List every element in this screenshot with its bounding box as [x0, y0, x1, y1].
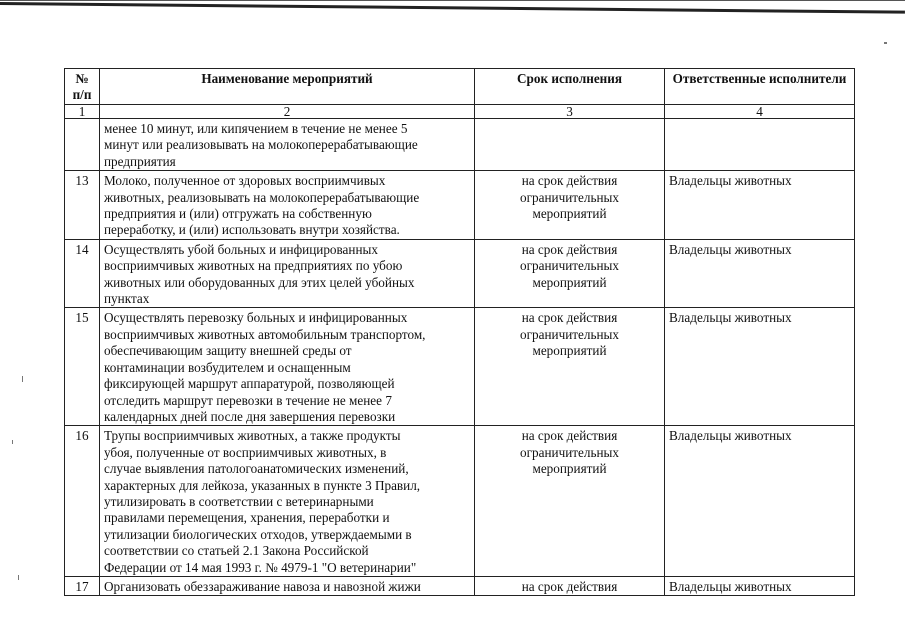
header-name: Наименование мероприятий	[100, 69, 475, 105]
text-line: восприимчивых животных автомобильным транспортом,	[104, 326, 426, 342]
measure-text	[100, 171, 475, 240]
text-line: переработку, и (или) использовать внутри хозяйства.	[104, 222, 400, 238]
scan-speck	[18, 575, 19, 580]
text-line: соответствии со статьей 2.1 Закона Российской	[104, 543, 369, 559]
measure-text	[100, 426, 475, 577]
table-row	[65, 576, 855, 595]
table-row	[65, 239, 855, 308]
text-line: случае выявления патологоанатомических изменений,	[104, 461, 409, 477]
text-line: календарных дней после дня завершения перевозки	[104, 408, 396, 424]
row-number: 14	[65, 239, 100, 308]
text-line: менее 10 минут, или кипячением в течение не менее 5	[104, 121, 408, 136]
responsible-cell: Владельцы животных	[665, 308, 855, 426]
table-row	[65, 171, 855, 240]
table-row	[65, 426, 855, 577]
text-line: отследить маршрут перевозки в течение не менее 7	[104, 392, 392, 408]
text-line: Организовать обеззараживание навоза и навозной жижи	[104, 578, 421, 594]
responsible-cell: Владельцы животных	[665, 239, 855, 308]
scan-speck	[884, 42, 887, 44]
term-line: на срок действия	[521, 428, 618, 444]
text-line: правилами перемещения, хранения, переработки и	[104, 510, 390, 526]
term-line: мероприятий	[532, 343, 607, 359]
text-line: восприимчивых животных на предприятиях по убою	[104, 258, 403, 274]
measure-text	[100, 576, 475, 595]
text-line: Федерации от 14 мая 1993 г. № 4979-1 "О ветеринарии"	[104, 559, 417, 575]
text-line: утилизировать в соответствии с ветеринарными	[104, 493, 374, 509]
responsible-cell: Владельцы животных	[665, 576, 855, 595]
scan-speck	[12, 440, 13, 444]
text-line: Осуществлять убой больных и инфицированных	[104, 241, 378, 257]
text-line: утилизации биологических отходов, утверждаемыми в	[104, 526, 412, 542]
column-number: 2	[100, 105, 475, 119]
term-line: ограничительных	[520, 258, 619, 274]
term-line: мероприятий	[532, 461, 607, 477]
text-line: минут или реализовывать на молокоперерабатывающие	[104, 137, 418, 153]
scan-edge-line	[0, 0, 905, 1]
row-number: 17	[65, 576, 100, 595]
table-row	[65, 308, 855, 426]
responsible-cell	[665, 119, 855, 171]
text-line: предприятия и (или) отгружать на собственную	[104, 206, 372, 222]
measure-text	[100, 308, 475, 426]
table-row	[65, 119, 855, 171]
column-number: 3	[475, 105, 665, 119]
term-cell	[475, 171, 665, 240]
text-line: предприятия	[104, 153, 176, 169]
text-line: обеспечивающим защиту внешней среды от	[104, 343, 352, 359]
term-cell	[475, 239, 665, 308]
text-line: животных, реализовывать на молокоперерабатывающие	[104, 189, 420, 205]
responsible-cell: Владельцы животных	[665, 171, 855, 240]
row-number: 13	[65, 171, 100, 240]
term-line: мероприятий	[532, 274, 607, 290]
scan-speck	[22, 376, 23, 382]
text-line: контаминации возбудителем и оснащенным	[104, 359, 351, 375]
text-line: Трупы восприимчивых животных, а также продукты	[104, 428, 401, 444]
header-row	[65, 69, 855, 105]
term-line: на срок действия	[521, 173, 618, 189]
row-number: 15	[65, 308, 100, 426]
term-line: на срок действия	[521, 310, 618, 326]
text-line: Молоко, полученное от здоровых восприимчивых	[104, 173, 386, 189]
text-line: фиксирующей маршрут аппаратурой, позволяющей	[104, 376, 395, 392]
text-line: животных или оборудованных для этих целей убойных	[104, 274, 415, 290]
term-line: ограничительных	[520, 326, 619, 342]
term-cell	[475, 119, 665, 171]
header-num: № п/п	[65, 69, 100, 105]
text-line: убоя, полученные от восприимчивых животных, в	[104, 444, 387, 460]
column-number: 4	[665, 105, 855, 119]
term-line: на срок действия	[521, 241, 618, 257]
measures-table	[64, 68, 855, 596]
term-cell	[475, 308, 665, 426]
term-cell	[475, 426, 665, 577]
row-number	[65, 119, 100, 171]
column-number: 1	[65, 105, 100, 119]
term-line: мероприятий	[532, 206, 607, 222]
term-line: на срок действия	[521, 578, 618, 594]
responsible-cell: Владельцы животных	[665, 426, 855, 577]
header-term: Срок исполнения	[475, 69, 665, 105]
row-number: 16	[65, 426, 100, 577]
scan-top-border	[0, 2, 905, 14]
term-line: ограничительных	[520, 444, 619, 460]
header-responsible: Ответственные исполнители	[665, 69, 855, 105]
text-line: характерных для лейкоза, указанных в пункте 3 Правил,	[104, 477, 421, 493]
column-number-row	[65, 105, 855, 119]
term-cell	[475, 576, 665, 595]
term-line: ограничительных	[520, 189, 619, 205]
measure-text	[100, 239, 475, 308]
text-line: пунктах	[104, 291, 150, 307]
measure-text	[100, 119, 475, 171]
text-line: Осуществлять перевозку больных и инфицированных	[104, 310, 408, 326]
